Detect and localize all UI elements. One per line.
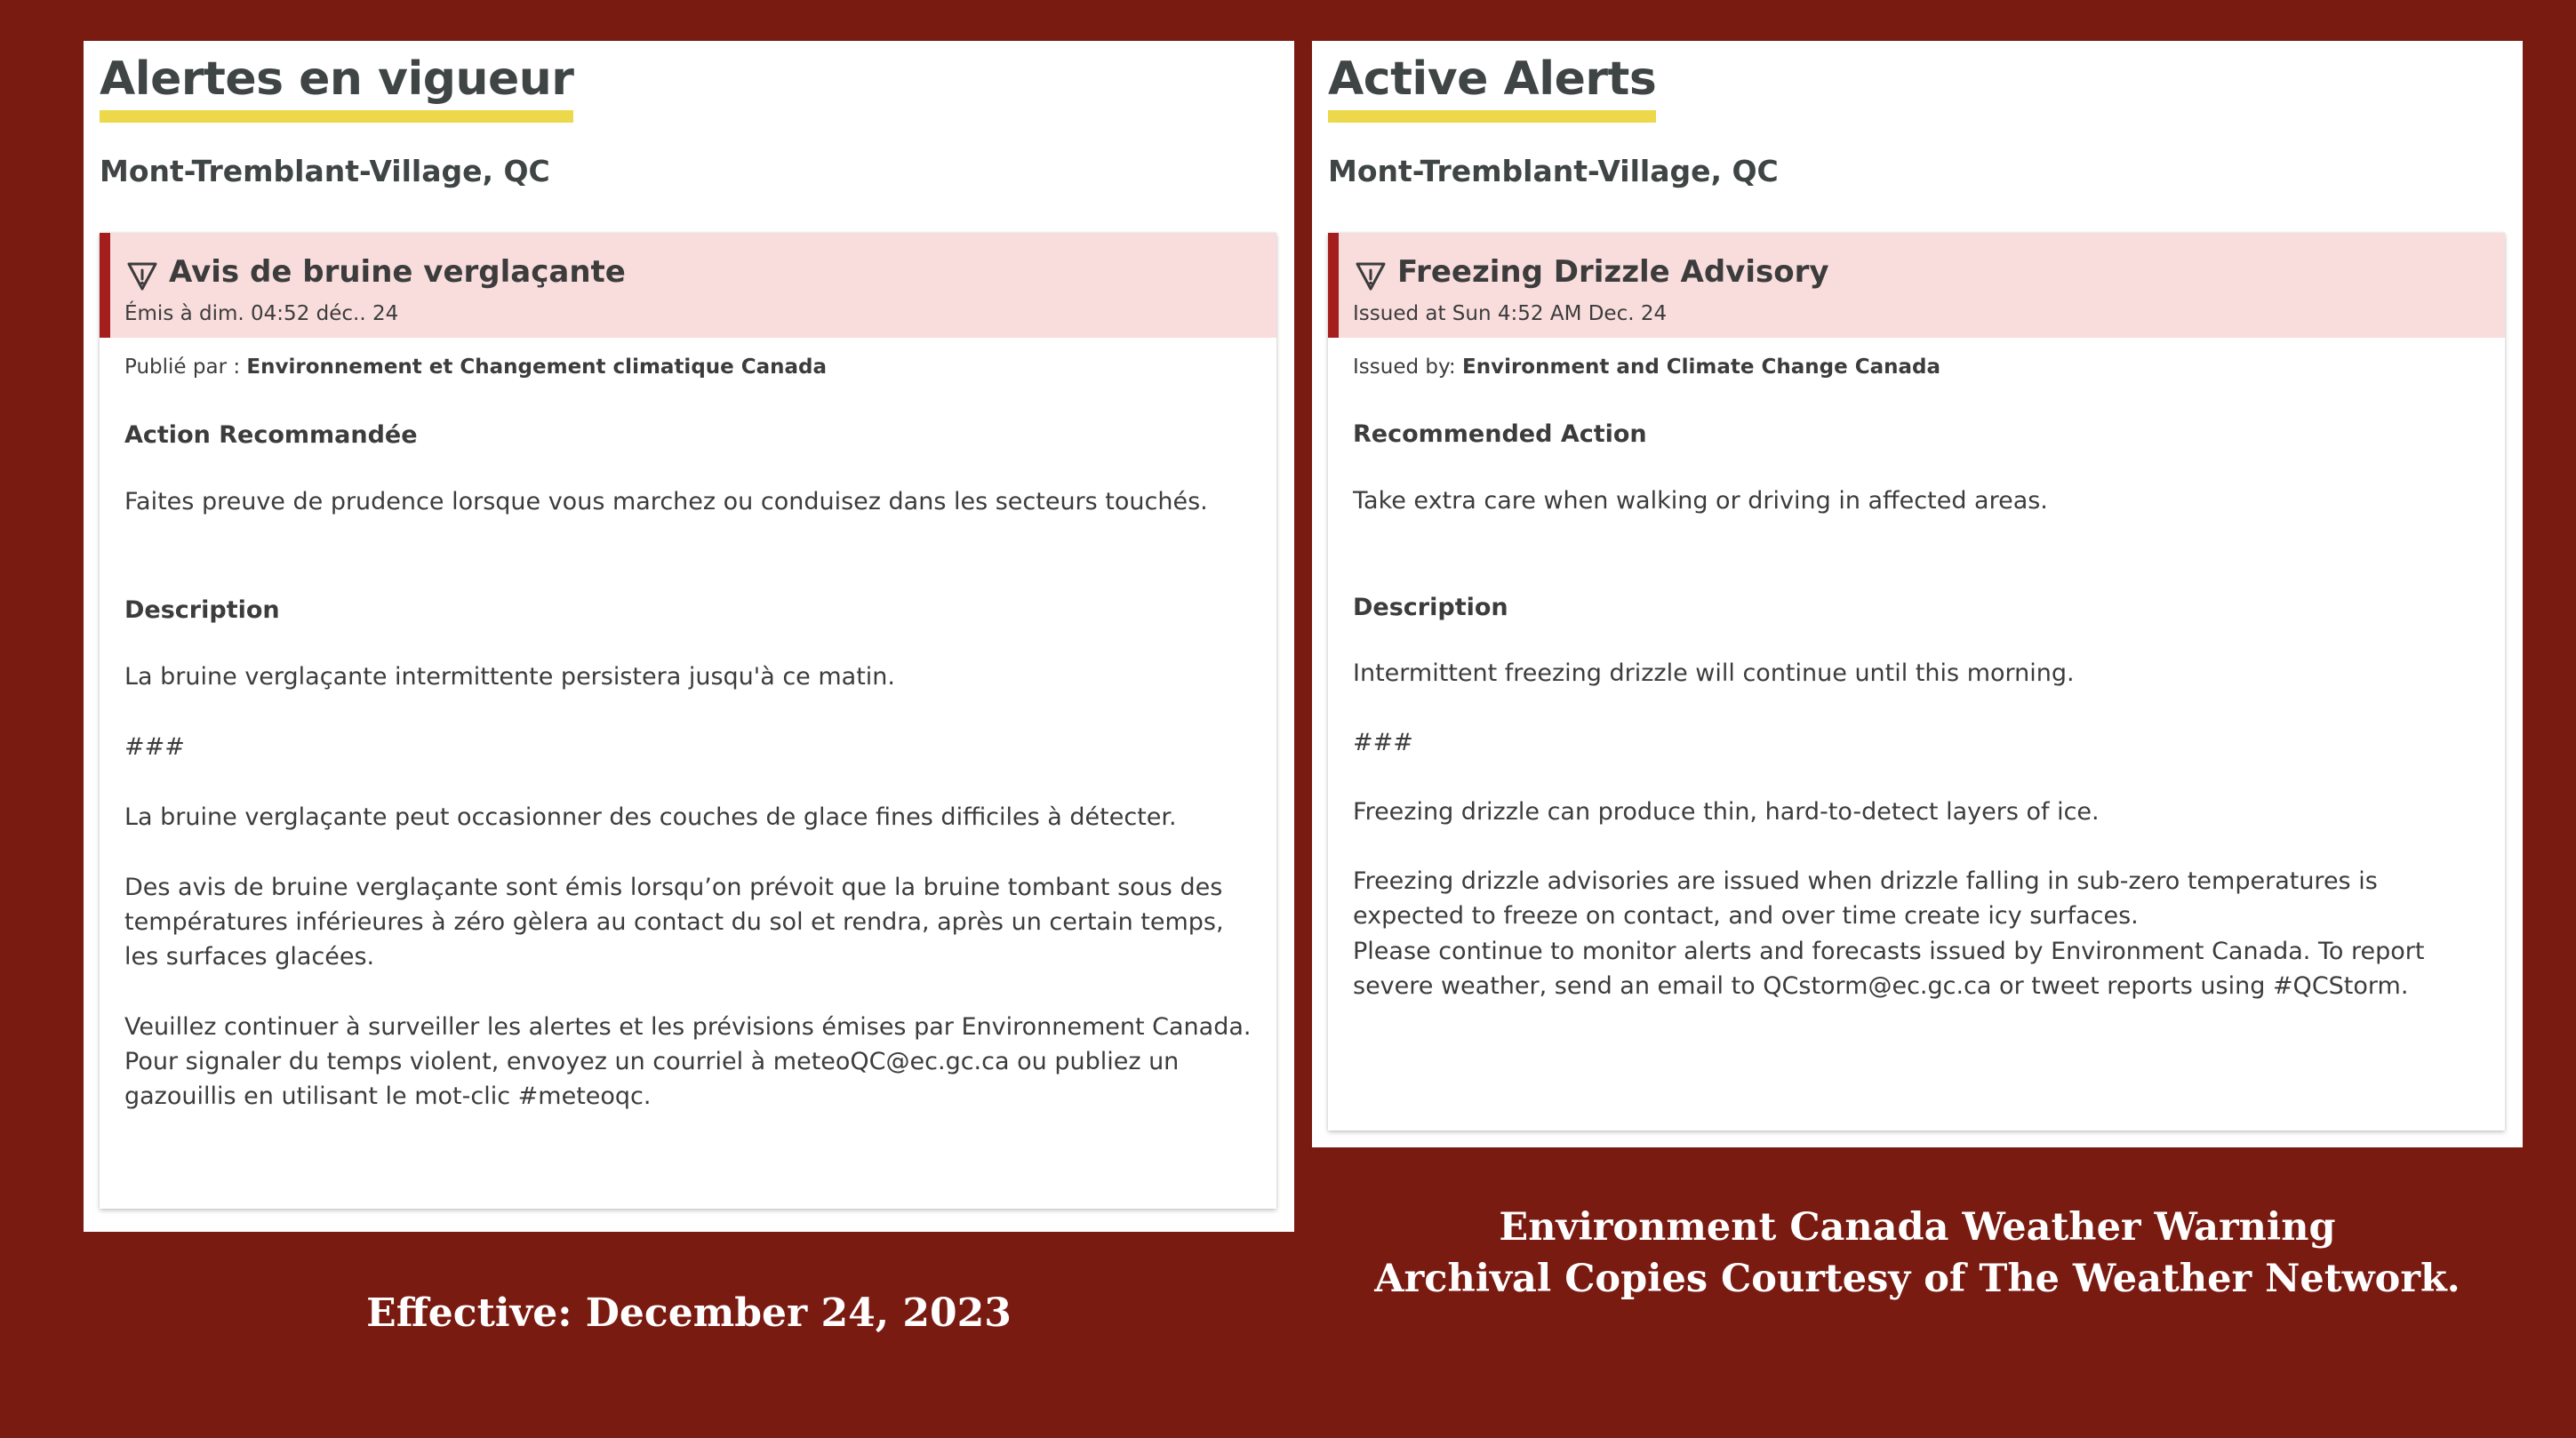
publisher-org: Environment and Climate Change Canada <box>1462 356 1941 379</box>
alert-triangle-icon <box>126 260 158 292</box>
action-text: Faites preuve de prudence lorsque vous marchez ou conduisez dans les secteurs touchés. <box>124 488 1208 515</box>
publisher-line <box>124 354 1252 380</box>
effective-date-caption: Effective: December 24, 2023 <box>366 1290 1012 1336</box>
publisher-label: Issued by: <box>1353 356 1462 379</box>
action-text: Take extra care when walking or driving in affected areas. <box>1353 487 2048 515</box>
publisher-line <box>1353 354 2480 380</box>
alert-title: Avis de bruine verglaçante <box>169 254 626 290</box>
description-paragraph: La bruine verglaçante peut occasionner des couches de glace fines difficiles à détecter. <box>124 803 1177 831</box>
description-paragraph: Veuillez continuer à surveiller les alertes et les prévisions émises par Environnement Canada. Pour signaler du temps violent, envoyez un courriel à meteoQC@ec.gc.ca ou publiez un gazouillis en utilisant le mot-clic #meteoqc. <box>124 1013 1252 1110</box>
description-separator: ### <box>1353 729 1413 756</box>
description-paragraph: La bruine verglaçante intermittente persistera jusqu'à ce matin. <box>124 663 895 691</box>
french-alert-panel <box>84 41 1294 1232</box>
alert-card <box>1328 233 2505 1130</box>
publisher-label: Publié par : <box>124 356 247 379</box>
credit-caption <box>1312 1202 2523 1305</box>
english-alert-panel <box>1312 41 2523 1147</box>
page-title: Alertes en vigueur <box>100 50 573 123</box>
description-paragraph: Freezing drizzle can produce thin, hard-to-detect layers of ice. <box>1353 798 2100 826</box>
publisher-org: Environnement et Changement climatique Canada <box>246 356 828 379</box>
description-paragraph: Des avis de bruine verglaçante sont émis lorsqu’on prévoit que la bruine tombant sous des températures inférieures à zéro gèlera au contact du sol et rendra, après un certain temps, les surfaces glacées. <box>124 874 1224 971</box>
issued-time: Émis à dim. 04:52 déc.. 24 <box>124 302 399 325</box>
action-heading: Action Recommandée <box>124 421 418 449</box>
description-heading: Description <box>124 596 280 624</box>
location-label: Mont-Tremblant-Village, QC <box>100 154 550 188</box>
location-label: Mont-Tremblant-Village, QC <box>1328 154 1779 188</box>
alert-title: Freezing Drizzle Advisory <box>1397 254 1829 290</box>
description-paragraph: Intermittent freezing drizzle will continue until this morning. <box>1353 659 2075 687</box>
description-paragraph: Freezing drizzle advisories are issued when drizzle falling in sub-zero temperatures is expected to freeze on contact, and over time create icy surfaces. <box>1353 867 2378 930</box>
credit-line-2: Archival Copies Courtesy of The Weather Network. <box>1374 1257 2460 1301</box>
description-heading: Description <box>1353 594 1508 621</box>
alert-card <box>100 233 1276 1209</box>
description-separator: ### <box>124 733 185 761</box>
credit-line-1: Environment Canada Weather Warning <box>1499 1205 2336 1250</box>
action-heading: Recommended Action <box>1353 420 1647 448</box>
page-title: Active Alerts <box>1328 50 1656 123</box>
alert-triangle-icon <box>1355 260 1387 292</box>
alert-header[interactable] <box>1328 233 2505 338</box>
alert-header[interactable] <box>100 233 1276 338</box>
description-paragraph: Please continue to monitor alerts and forecasts issued by Environment Canada. To report severe weather, send an email to QCstorm@ec.gc.ca or tweet reports using #QCStorm. <box>1353 938 2425 1000</box>
issued-time: Issued at Sun 4:52 AM Dec. 24 <box>1353 302 1668 325</box>
